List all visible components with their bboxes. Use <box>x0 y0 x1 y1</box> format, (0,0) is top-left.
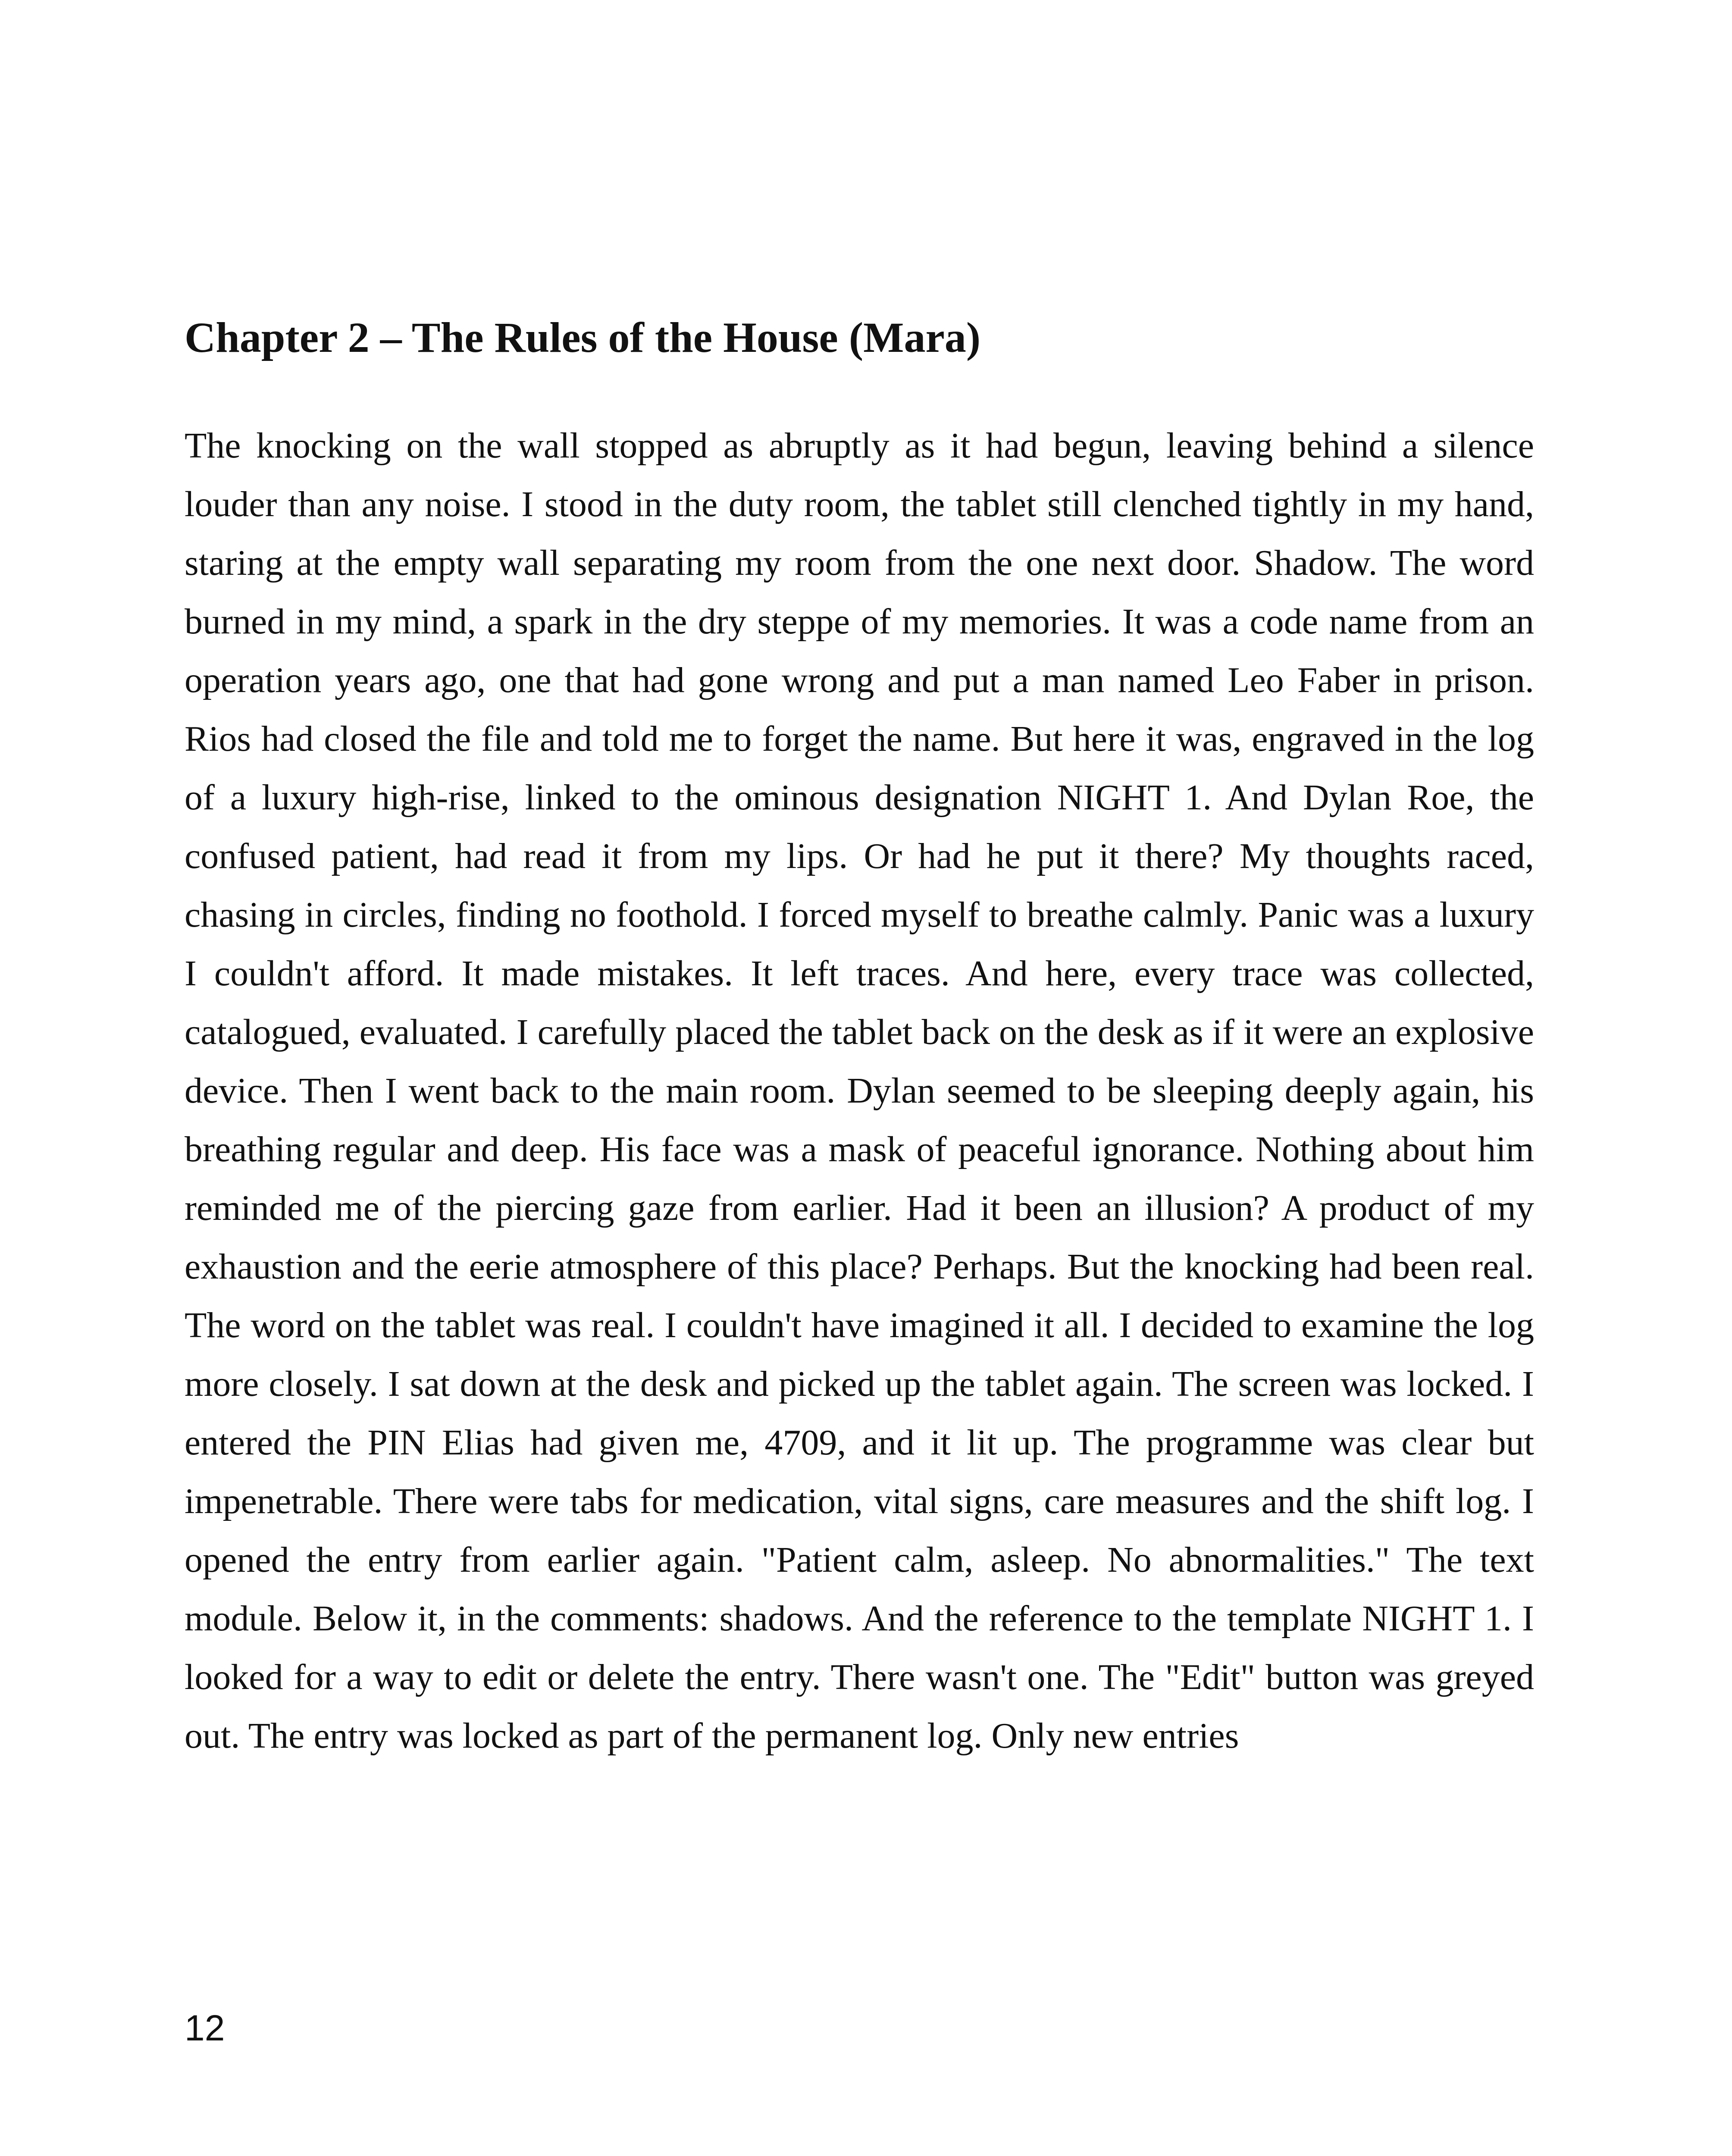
chapter-title: Chapter 2 – The Rules of the House (Mara) <box>185 313 981 361</box>
page-number: 12 <box>185 2008 225 2048</box>
body-paragraph: The knocking on the wall stopped as abruptly as it had begun, leaving behind a silence louder than any noise. I stood in the duty room, the tablet still clenched tightly in my hand, staring at the empty wall separating my room from the one next door. Shadow. The word burned in my mind, a spark in the dry steppe of my memories. It was a code name from an operation years ago, one that had gone wrong and put a man named Leo Faber in prison. Rios had closed the file and told me to forget the name. But here it was, engraved in the log of a luxury high-rise, linked to the ominous designation NIGHT 1. And Dylan Roe, the confused patient, had read it from my lips. Or had he put it there? My thoughts raced, chasing in circles, finding no foothold. I forced myself to breathe calmly. Panic was a luxury I couldn't afford. It made mistakes. It left traces. And here, every trace was collected, catalogued, evaluated. I carefully placed the tablet back on the desk as if it were an explosive device. Then I went back to the main room. Dylan seemed to be sleeping deeply again, his breathing regular and deep. His face was a mask of peaceful ignorance. Nothing about him reminded me of the piercing gaze from earlier. Had it been an illusion? A product of my exhaustion and the eerie atmosphere of this place? Perhaps. But the knocking had been real. The word on the tablet was real. I couldn't have imagined it all. I decided to examine the log more closely. I sat down at the desk and picked up the tablet again. The screen was locked. I entered the PIN Elias had given me, 4709, and it lit up. The programme was clear but impenetrable. There were tabs for medication, vital signs, care measures and the shift log. I opened the entry from earlier again. "Patient calm, asleep. No abnormalities." The text module. Below it, in the comments: shadows. And the reference to the template NIGHT 1. I looked for a way to edit or delete the entry. There wasn't one. The "Edit" button was greyed out. The entry was locked as part of the permanent log. Only new entries <box>185 426 1534 1756</box>
